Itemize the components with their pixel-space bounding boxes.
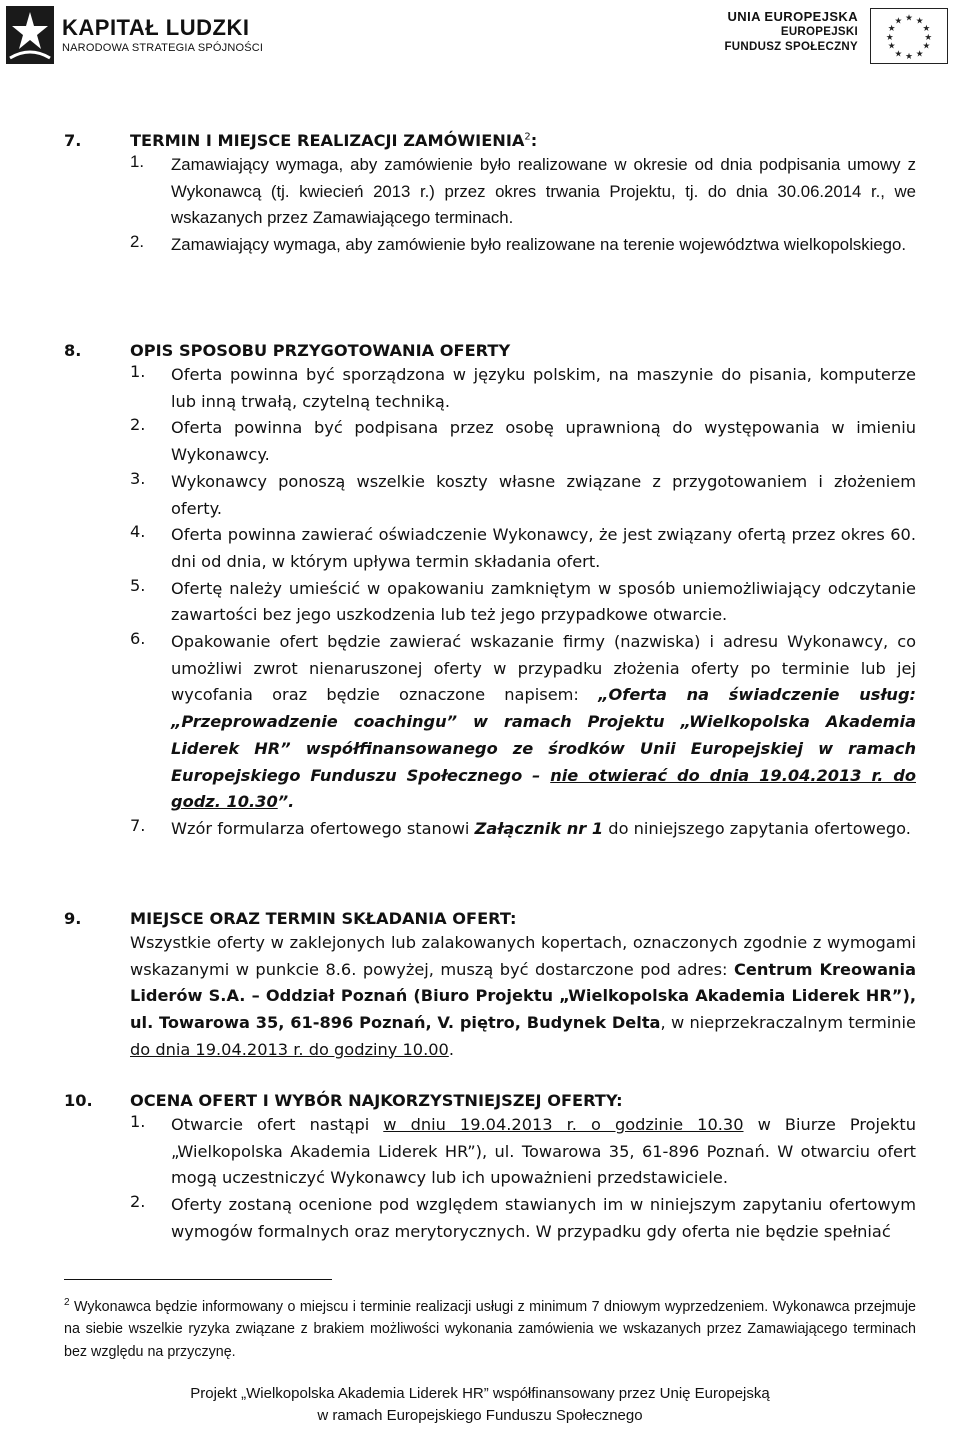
footer-line2: w ramach Europejskiego Funduszu Społecznego xyxy=(317,1407,643,1424)
kapital-ludzki-emblem-icon xyxy=(6,6,54,64)
section-title: OPIS SPOSOBU PRZYGOTOWANIA OFERTY xyxy=(130,340,511,360)
footnote xyxy=(64,1292,916,1363)
footnote-divider xyxy=(64,1279,332,1280)
section-10-heading xyxy=(64,1088,916,1112)
colon: : xyxy=(530,130,538,150)
opening-date: w dniu 19.04.2013 r. o godzinie 10.30 xyxy=(383,1115,744,1134)
list-item xyxy=(130,522,916,575)
item-text xyxy=(171,1112,916,1192)
list-item xyxy=(130,1112,916,1192)
delivery-address: Centrum Kreowania Liderów S.A. – Oddział Poznań (Biuro Projektu „Wielkopolska Akademia Liderek HR”), ul. Towarowa 35, 61-896 Poznań, V. piętro, Budynek Delta xyxy=(130,959,916,1033)
item-number: 7. xyxy=(130,815,146,835)
section-7-heading xyxy=(64,128,916,152)
section-9-heading xyxy=(64,906,916,930)
svg-text:★: ★ xyxy=(915,49,924,60)
do-not-open-text: nie otwierać do dnia 19.04.2013 r. do godz. 10.30 xyxy=(171,765,916,812)
item-text: Oferta powinna być sporządzona w języku polskim, na maszynie do pisania, komputerze lub inną trwałą, czytelną techniką. xyxy=(171,365,916,411)
item-text-part: Otwarcie ofert nastąpi xyxy=(171,1115,384,1134)
deadline: do dnia 19.04.2013 r. do godziny 10.00 xyxy=(130,1039,449,1059)
list-item xyxy=(130,816,916,843)
list-item xyxy=(130,415,916,468)
kapital-ludzki-logo xyxy=(6,4,263,66)
list-item xyxy=(130,469,916,522)
section-7 xyxy=(64,128,916,259)
svg-text:★: ★ xyxy=(887,41,896,52)
logo-title: KAPITAŁ LUDZKI xyxy=(62,15,250,40)
eu-flag-icon xyxy=(870,8,948,64)
list-item xyxy=(130,1192,916,1245)
section-10 xyxy=(64,1088,916,1246)
paragraph-part: Wszystkie oferty w zaklejonych lub zalakowanych kopertach, oznaczonych zgodnie z wymogami wskazanymi w punkcie 8.6. powyżej, muszą być dostarczone pod adres: xyxy=(130,933,916,979)
item-text xyxy=(171,816,916,843)
item-text: Ofertę należy umieścić w opakowaniu zamkniętym w sposób uniemożliwiający odczytanie zawartości bez jego uszkodzenia lub też jego przypadkowe otwarcie. xyxy=(171,578,916,625)
item-number: 2. xyxy=(130,232,144,252)
item-text-part: Wzór formularza ofertowego stanowi xyxy=(171,818,475,838)
item-text-part: do niniejszego zapytania ofertowego. xyxy=(603,818,911,838)
item-text: Oferta powinna być podpisana przez osobę uprawnioną do występowania w imieniu Wykonawcy. xyxy=(171,418,916,465)
item-text: Zamawiający wymaga, aby zamówienie było realizowane na terenie województwa wielkopolskiego. xyxy=(171,235,907,255)
section-9 xyxy=(64,906,916,1064)
item-text: Oferty zostaną ocenione pod względem stawianych im w niniejszym zapytaniu ofertowym wymogów formalnych oraz merytorycznych. W przypadku gdy oferta nie będzie spełniać xyxy=(171,1195,916,1241)
logo-subtitle: NARODOWA STRATEGIA SPÓJNOŚCI xyxy=(62,42,264,54)
list-item xyxy=(130,232,916,259)
svg-text:★: ★ xyxy=(887,24,896,35)
item-text: Zamawiający wymaga, aby zamówienie było realizowane w okresie od dnia podpisania umowy z Wykonawcą (tj. kwiecień 2013 r.) przez okres trwania Projektu, tj. do dnia 30.06.2014 r., we wskazanych przez Zamawiającego terminach. xyxy=(171,155,916,228)
section-9-paragraph xyxy=(64,930,916,1064)
section-number: 8. xyxy=(64,340,82,360)
page-footer xyxy=(0,1383,960,1427)
paragraph-part: . xyxy=(448,1039,454,1059)
section-8 xyxy=(64,338,916,843)
item-number: 3. xyxy=(130,468,146,488)
item-text: Oferta powinna zawierać oświadczenie Wykonawcy, że jest związany ofertą przez okres 60. dni od dnia, w którym upływa termin składania ofert. xyxy=(171,525,916,571)
list-item xyxy=(130,576,916,629)
svg-text:★: ★ xyxy=(905,13,913,24)
section-title: MIEJSCE ORAZ TERMIN SKŁADANIA OFERT: xyxy=(130,908,517,928)
svg-text:★: ★ xyxy=(915,16,924,27)
svg-text:★: ★ xyxy=(922,41,931,52)
item-number: 5. xyxy=(130,575,146,595)
svg-text:★: ★ xyxy=(885,32,894,43)
item-number: 1. xyxy=(130,1112,146,1131)
footnote-number: 2 xyxy=(64,1297,70,1308)
svg-text:★: ★ xyxy=(922,24,931,35)
eu-logo-line1: UNIA EUROPEJSKA xyxy=(727,9,858,24)
item-number: 1. xyxy=(130,152,144,171)
section-title: TERMIN I MIEJSCE REALIZACJI ZAMÓWIENIA xyxy=(130,130,525,150)
envelope-label-text: „Oferta na świadczenie usług: „Przeprowadzenie coachingu” w ramach Projektu „Wielkopolska Akademia Liderek HR” współfinansowanego ze środków Unii Europejskiej w ramach Europejskiego Funduszu Społecznego – xyxy=(171,685,917,785)
footer-line1: Projekt „Wielkopolska Akademia Liderek HR” współfinansowany przez Unię Europejską xyxy=(190,1385,770,1402)
section-title: OCENA OFERT I WYBÓR NAJKORZYSTNIEJSZEJ OFERTY: xyxy=(130,1090,623,1110)
list-item xyxy=(130,629,916,816)
eu-logo-line3: FUNDUSZ SPOŁECZNY xyxy=(724,41,858,53)
footnote-text: Wykonawca będzie informowany o miejscu i terminie realizacji usługi z minimum 7 dniowym wyprzedzeniem. Wykonawca przejmuje na siebie wszelkie ryzyka związane z brakiem możliwości wykonania zamówienia we wskazanych przez Zamawiającego terminach bez względu na przyczynę. xyxy=(64,1298,916,1360)
svg-text:★: ★ xyxy=(905,52,913,63)
paragraph-part: , w nieprzekraczalnym terminie xyxy=(660,1013,916,1033)
item-text-part: w Biurze Projektu „Wielkopolska Akademia Liderek HR”), ul. Towarowa 35, 61-896 Poznań. W otwarciu ofert mogą uczestniczyć Wykonawcy lub ich upoważnieni przedstawiciele. xyxy=(171,1115,916,1188)
footnote-ref: 2 xyxy=(524,131,531,143)
item-text xyxy=(171,629,916,816)
closing-quote: ”. xyxy=(277,792,295,812)
section-8-heading xyxy=(64,338,916,362)
section-number: 10. xyxy=(64,1090,93,1110)
list-item xyxy=(130,152,916,232)
item-number: 6. xyxy=(130,629,146,649)
section-number: 9. xyxy=(64,908,82,928)
item-number: 1. xyxy=(130,362,146,381)
item-text: Wykonawcy ponoszą wszelkie koszty własne związane z przygotowaniem i złożeniem oferty. xyxy=(171,471,916,518)
item-number: 2. xyxy=(130,415,146,435)
svg-text:★: ★ xyxy=(924,32,933,43)
eu-logo-line2: EUROPEJSKI xyxy=(780,26,858,38)
item-number: 4. xyxy=(130,522,146,542)
svg-text:★: ★ xyxy=(894,16,903,27)
section-number: 7. xyxy=(64,130,82,150)
attachment-ref: Załącznik nr 1 xyxy=(474,818,604,838)
item-number: 2. xyxy=(130,1192,146,1212)
item-text-part: Opakowanie ofert będzie zawierać wskazanie firmy (nazwiska) i adresu Wykonawcy, co umożliwi zwrot nienaruszonej oferty w przypadku złożenia oferty po terminie lub jej wycofania oraz będzie oznaczone napisem: xyxy=(171,632,916,705)
svg-text:★: ★ xyxy=(894,49,903,60)
list-item xyxy=(130,362,916,415)
eu-logo xyxy=(724,8,948,64)
